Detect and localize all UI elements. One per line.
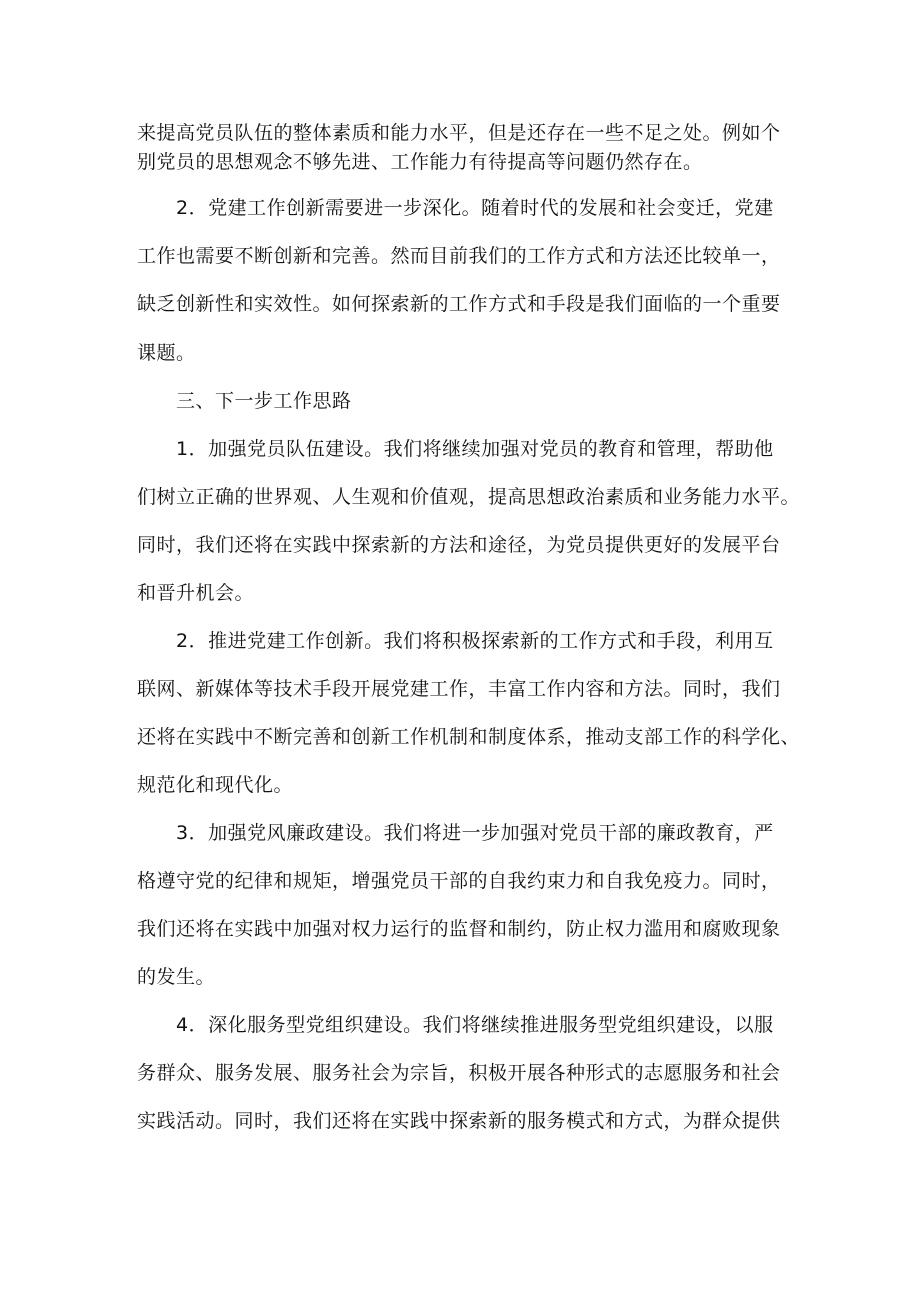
text-line: 务群众、服务发展、服务社会为宗旨，积极开展各种形式的志愿服务和社会 [137, 1062, 781, 1084]
text-line: 来提高党员队伍的整体素质和能力水平，但是还存在一些不足之处。例如个 [137, 122, 781, 144]
text-line: 格遵守党的纪律和规矩，增强党员干部的自我约束力和自我免疫力。同时， [137, 870, 781, 892]
text-line: 我们还将在实践中加强对权力运行的监督和制约，防止权力滥用和腐败现象 [137, 918, 781, 940]
text-line: 缺乏创新性和实效性。如何探索新的工作方式和手段是我们面临的一个重要 [137, 293, 781, 315]
text-line: 工作也需要不断创新和完善。然而目前我们的工作方式和方法还比较单一， [137, 245, 781, 267]
text-line: 和晋升机会。 [137, 582, 255, 604]
text-line: 的发生。 [137, 966, 216, 988]
text-line: 3．加强党风廉政建设。我们将进一步加强对党员干部的廉政教育，严 [176, 822, 774, 844]
text-line: 4．深化服务型党组织建设。我们将继续推进服务型党组织建设，以服 [176, 1014, 774, 1036]
text-line: 联网、新媒体等技术手段开展党建工作，丰富工作内容和方法。同时，我们 [137, 678, 781, 700]
text-line: 2．推进党建工作创新。我们将积极探索新的工作方式和手段，利用互 [176, 630, 774, 652]
text-line: 规范化和现代化。 [137, 774, 294, 796]
text-line: 别党员的思想观念不够先进、工作能力有待提高等问题仍然存在。 [137, 151, 703, 173]
text-line: 2．党建工作创新需要进一步深化。随着时代的发展和社会变迁，党建 [176, 197, 774, 219]
text-line: 课题。 [137, 342, 196, 364]
text-line: 们树立正确的世界观、人生观和价值观，提高思想政治素质和业务能力水平。 [137, 486, 801, 508]
section-heading: 三、下一步工作思路 [176, 390, 352, 412]
text-line: 1．加强党员队伍建设。我们将继续加强对党员的教育和管理，帮助他 [176, 438, 774, 460]
text-line: 同时，我们还将在实践中探索新的方法和途径，为党员提供更好的发展平台 [137, 534, 781, 556]
text-line: 实践活动。同时，我们还将在实践中探索新的服务模式和方式，为群众提供 [137, 1110, 781, 1132]
text-line: 还将在实践中不断完善和创新工作机制和制度体系，推动支部工作的科学化、 [137, 726, 801, 748]
